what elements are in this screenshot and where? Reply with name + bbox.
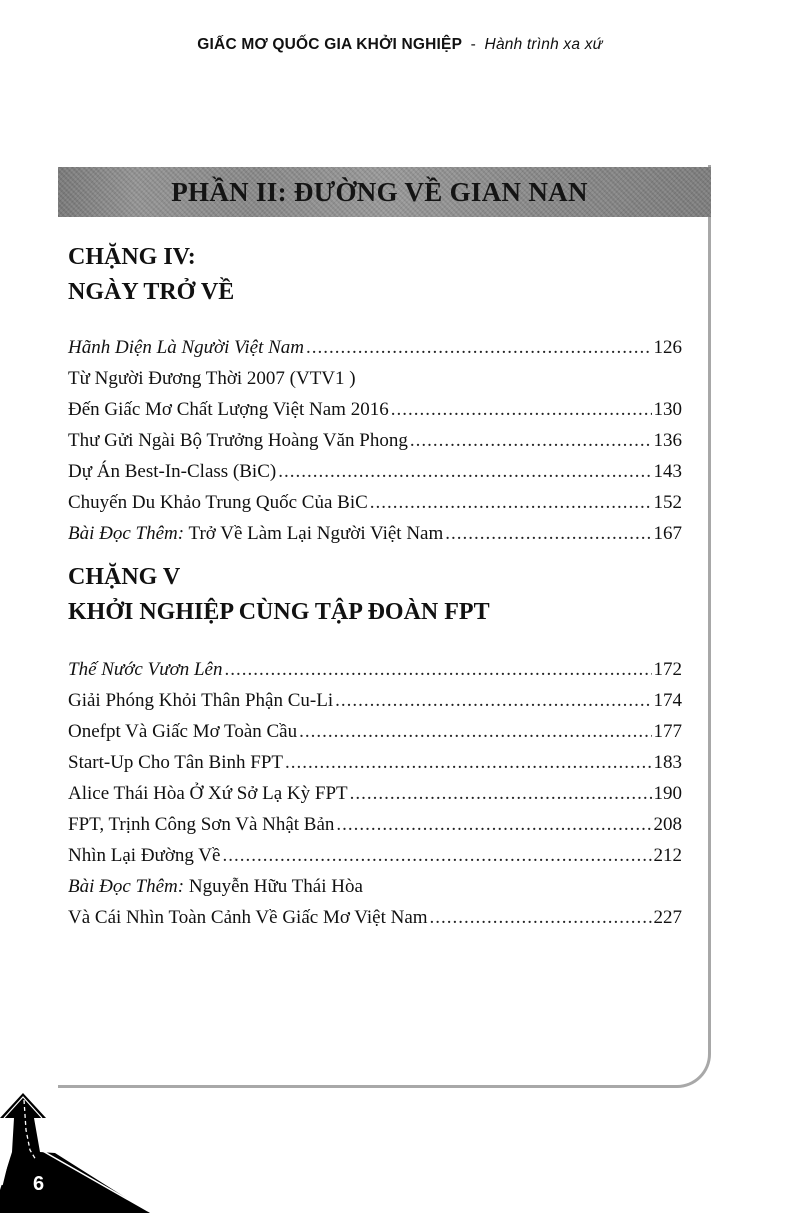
entry-title: Trở Về Làm Lại Người Việt Nam (184, 523, 444, 544)
entry-page: 152 (653, 492, 682, 513)
book-title: GIẤC MƠ QUỐC GIA KHỞI NGHIỆP (197, 36, 463, 53)
entry-page: 208 (653, 814, 682, 835)
toc-entry[interactable] (68, 456, 682, 487)
dot-leader (336, 809, 651, 840)
entry-title: Alice Thái Hòa Ở Xứ Sở Lạ Kỳ FPT (68, 783, 348, 804)
entry-page: 126 (653, 337, 682, 358)
chapter-label: CHẶNG V (68, 564, 181, 590)
entry-title-line1: Nguyễn Hữu Thái Hòa (184, 876, 363, 897)
road-arrow-icon (0, 1090, 150, 1213)
chapter-section-v (68, 560, 682, 933)
dot-leader (222, 840, 651, 871)
dot-leader (299, 716, 651, 747)
entry-page: 143 (653, 461, 682, 482)
entry-title: Giải Phóng Khỏi Thân Phận Cu-Li (68, 690, 334, 711)
dot-leader (391, 394, 652, 425)
entry-prefix: Bài Đọc Thêm: (68, 876, 185, 897)
toc-entry[interactable] (68, 778, 682, 809)
dot-leader (445, 518, 651, 549)
part-title: PHẦN II: ĐƯỜNG VỀ GIAN NAN (171, 176, 588, 207)
toc-entry[interactable] (68, 747, 682, 778)
dot-leader (335, 685, 651, 716)
entry-page: 190 (653, 783, 682, 804)
toc-entry[interactable] (68, 363, 682, 425)
toc-entry[interactable] (68, 332, 682, 363)
toc-entry[interactable] (68, 809, 682, 840)
book-subtitle: Hành trình xa xứ (484, 36, 603, 53)
dot-leader (278, 456, 651, 487)
chapter-title: NGÀY TRỞ VỀ (68, 279, 235, 305)
part-banner (58, 167, 711, 217)
dot-leader (350, 778, 652, 809)
entry-page: 167 (653, 523, 682, 544)
toc-entry[interactable] (68, 425, 682, 456)
running-header (0, 36, 800, 54)
toc-entry[interactable] (68, 518, 682, 549)
entry-page: 212 (653, 845, 682, 866)
entry-title: Chuyến Du Khảo Trung Quốc Của BiC (68, 492, 368, 513)
header-separator: - (470, 36, 477, 53)
entry-title: Thế Nước Vươn Lên (68, 659, 223, 680)
entry-page: 130 (653, 399, 682, 420)
entry-title: FPT, Trịnh Công Sơn Và Nhật Bản (68, 814, 335, 835)
dot-leader (410, 425, 652, 456)
toc-entry[interactable] (68, 871, 682, 933)
dot-leader (285, 747, 652, 778)
entry-title: Dự Án Best-In-Class (BiC) (68, 461, 277, 482)
entry-title: Start-Up Cho Tân Binh FPT (68, 752, 283, 773)
entry-title-line1: Từ Người Đương Thời 2007 (VTV1 ) (68, 368, 356, 389)
entry-title-line2: Và Cái Nhìn Toàn Cảnh Về Giấc Mơ Việt Nam (68, 907, 428, 928)
toc-entry[interactable] (68, 654, 682, 685)
toc-entries (68, 654, 682, 933)
entry-page: 227 (653, 907, 682, 928)
toc-entry[interactable] (68, 685, 682, 716)
toc-entry[interactable] (68, 840, 682, 871)
entry-page: 183 (653, 752, 682, 773)
chapter-title: KHỞI NGHIỆP CÙNG TẬP ĐOÀN FPT (68, 599, 490, 625)
entry-page: 177 (653, 721, 682, 742)
entry-page: 174 (653, 690, 682, 711)
dot-leader (370, 487, 652, 518)
dot-leader (430, 902, 652, 933)
entry-prefix: Bài Đọc Thêm: (68, 523, 185, 544)
dot-leader (306, 332, 651, 363)
entry-title: Hãnh Diện Là Người Việt Nam (68, 337, 305, 358)
page-number: 6 (33, 1173, 45, 1195)
toc-entries (68, 332, 682, 549)
toc-entry[interactable] (68, 716, 682, 747)
entry-page: 172 (653, 659, 682, 680)
toc-entry[interactable] (68, 487, 682, 518)
chapter-label: CHẶNG IV: (68, 244, 196, 270)
chapter-section-iv (68, 240, 682, 549)
entry-title: Onefpt Và Giấc Mơ Toàn Cầu (68, 721, 298, 742)
entry-page: 136 (653, 430, 682, 451)
entry-title: Thư Gửi Ngài Bộ Trưởng Hoàng Văn Phong (68, 430, 408, 451)
entry-title-line2: Đến Giấc Mơ Chất Lượng Việt Nam 2016 (68, 399, 389, 420)
dot-leader (224, 654, 651, 685)
entry-title: Nhìn Lại Đường Về (68, 845, 221, 866)
